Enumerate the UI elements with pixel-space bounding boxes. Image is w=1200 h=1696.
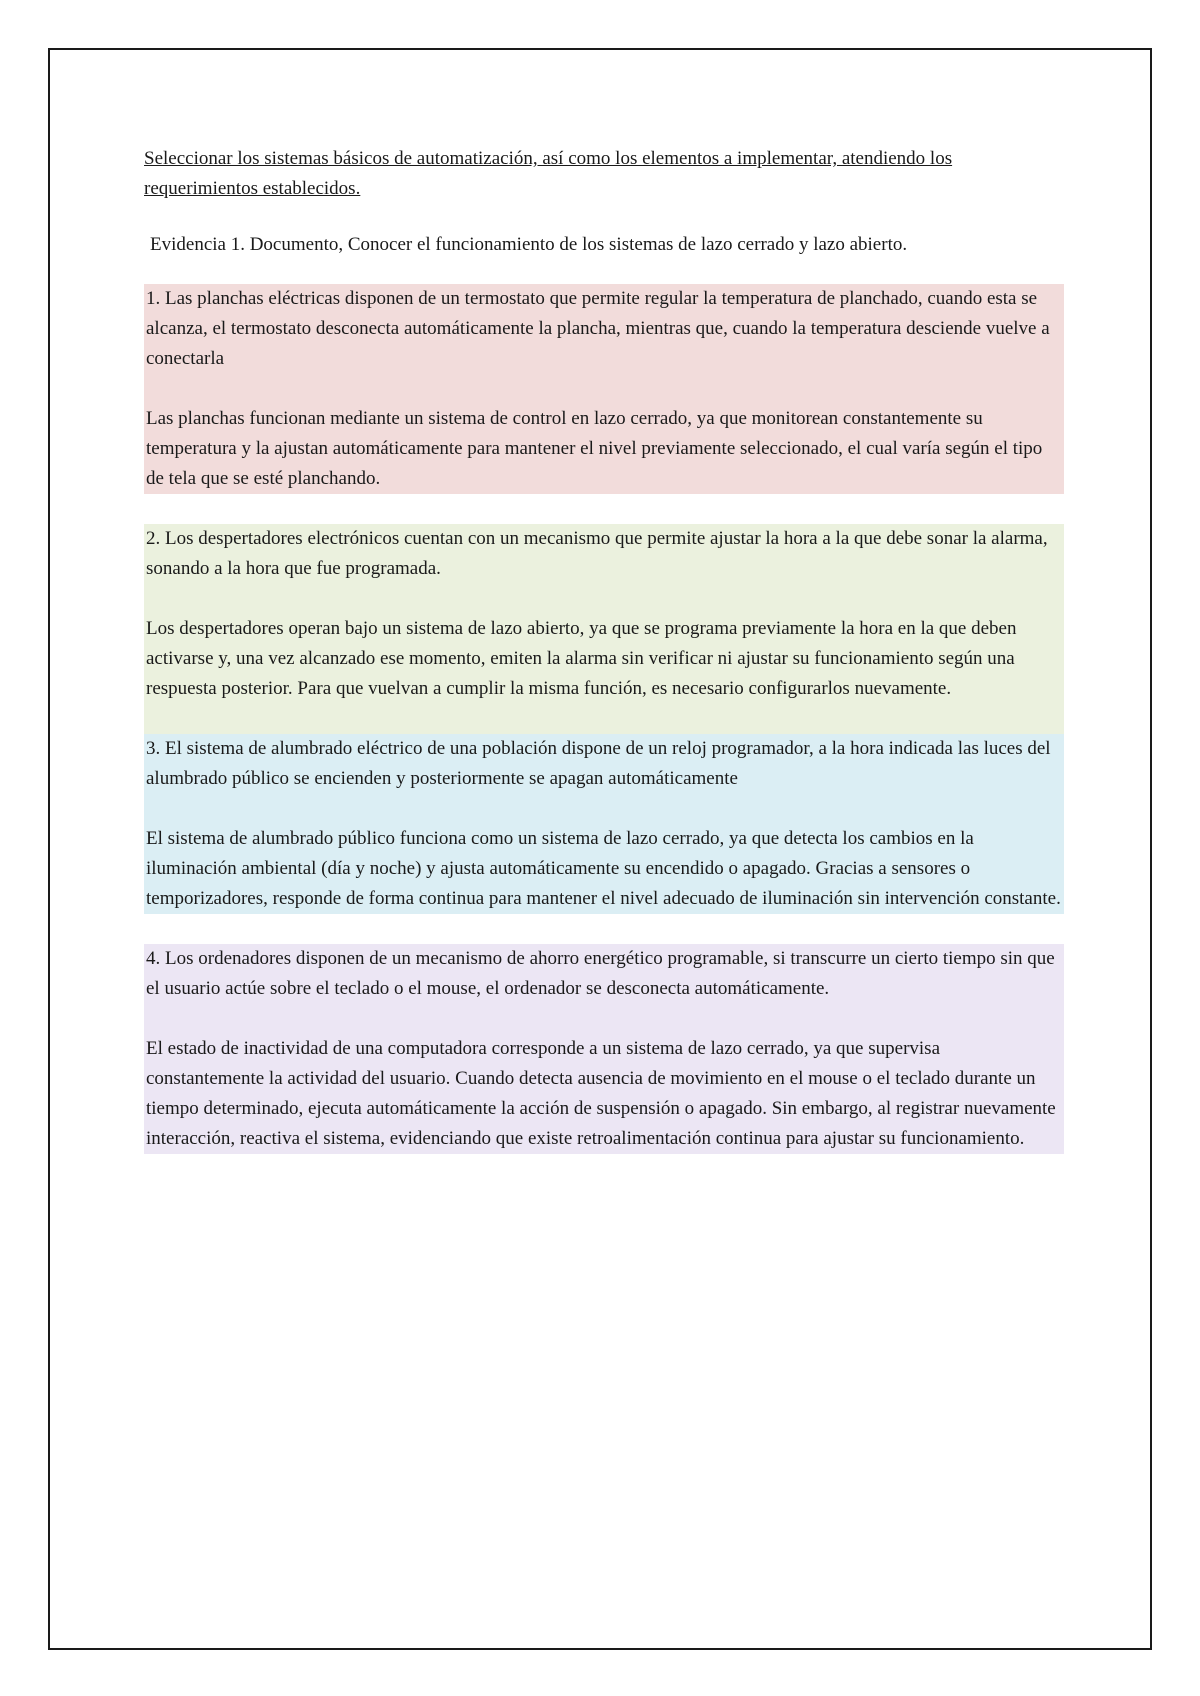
case-answer: Los despertadores operan bajo un sistema de lazo abierto, ya que se programa previamente la hora en la que deben activarse y, una vez alcanzado ese momento, emiten la alarma sin verificar ni ajustar su funcionamiento según una respuesta posterior. Para que vuelvan a cumplir la misma función, es necesario configurarlos nuevamente. <box>146 618 1017 699</box>
case-block-alarm-clock <box>144 524 1064 734</box>
case-block-iron <box>144 284 1064 494</box>
case-block-computer <box>144 944 1064 1154</box>
case-answer: El estado de inactividad de una computadora corresponde a un sistema de lazo cerrado, ya que supervisa constantemente la actividad del usuario. Cuando detecta ausencia de movimiento en el mouse o el teclado durante un tiempo determinado, ejecuta automáticamente la acción de suspensión o apagado. Sin embargo, al registrar nuevamente interacción, reactiva el sistema, evidenciando que existe retroalimentación continua para ajustar su funcionamiento. <box>146 1038 1056 1149</box>
case-answer: El sistema de alumbrado público funciona como un sistema de lazo cerrado, ya que detecta los cambios en la iluminación ambiental (día y noche) y ajusta automáticamente su encendido o apagado. Gracias a sensores o temporizadores, responde de forma continua para mantener el nivel adecuado de iluminación sin intervención constante. <box>146 828 1061 909</box>
case-block-street-lighting <box>144 734 1064 914</box>
document-body <box>144 144 1064 1154</box>
case-statement: 4. Los ordenadores disponen de un mecanismo de ahorro energético programable, si transcurre un cierto tiempo sin que el usuario actúe sobre el teclado o el mouse, el ordenador se desconecta automáticamente. <box>146 948 1055 999</box>
case-statement: 1. Las planchas eléctricas disponen de un termostato que permite regular la temperatura de planchado, cuando esta se alcanza, el termostato desconecta automáticamente la plancha, mientras que, cuando la temperatura desciende vuelve a conectarla <box>146 288 1050 369</box>
case-answer: Las planchas funcionan mediante un sistema de control en lazo cerrado, ya que monitorean constantemente su temperatura y la ajustan automáticamente para mantener el nivel previamente seleccionado, el cual varía según el tipo de tela que se esté planchando. <box>146 408 1043 489</box>
case-statement: 2. Los despertadores electrónicos cuentan con un mecanismo que permite ajustar la hora a la que debe sonar la alarma, sonando a la hora que fue programada. <box>146 528 1048 579</box>
evidence-title: Evidencia 1. Documento, Conocer el funcionamiento de los sistemas de lazo cerrado y lazo abierto. <box>150 234 908 255</box>
objective-heading: Seleccionar los sistemas básicos de automatización, así como los elementos a implementar, atendiendo los requerimientos establecidos. <box>144 148 953 199</box>
case-statement: 3. El sistema de alumbrado eléctrico de una población dispone de un reloj programador, a la hora indicada las luces del alumbrado público se encienden y posteriormente se apagan automáticamente <box>146 738 1051 789</box>
